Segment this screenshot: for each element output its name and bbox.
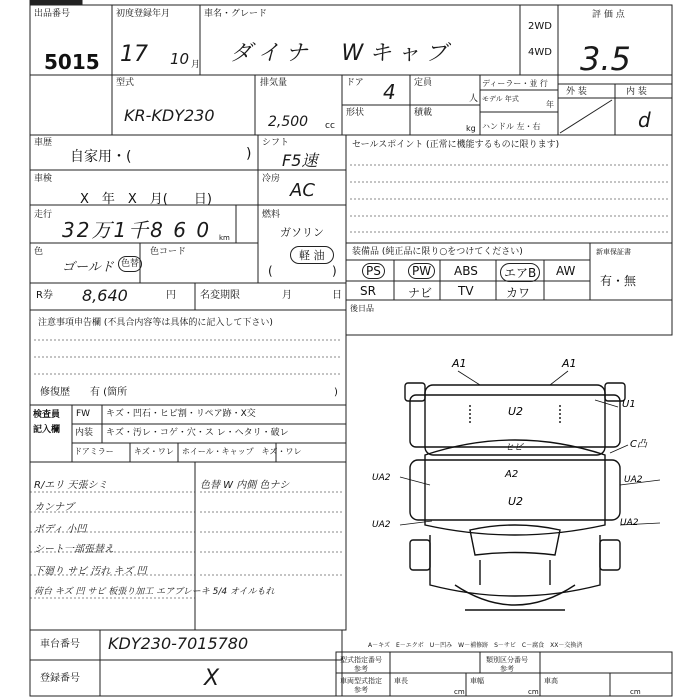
model-year-label: モデル 年式	[482, 95, 519, 103]
model-code-ref: 参考	[354, 686, 368, 694]
new-guarantee-label: 新車保証書	[596, 248, 631, 256]
handle-label: ハンドル 左・右	[482, 122, 541, 131]
sales-point-label: セールスポイント (正常に機能するものに限ります)	[352, 140, 560, 150]
ac-label: 冷房	[262, 174, 281, 184]
fuel-label: 燃料	[262, 210, 281, 220]
fuel-paren-close: )	[332, 264, 337, 278]
inspector-interior-text: キズ・汚レ・コゲ・穴・ス レ・ヘタリ・破レ	[106, 428, 289, 438]
name-grade-label: 車名・グレード	[204, 9, 268, 19]
note-line-3: ボディ 小凹	[34, 524, 87, 535]
mark-ua2-right-top: UA2	[624, 475, 643, 485]
repair-value: 有 (箇所	[90, 387, 128, 398]
inspector-interior-key: 内装	[75, 428, 94, 438]
note-line-6: 荷台 キズ 凹 サビ 板張り加工 エアブレーキ 5/4 オイルもれ	[34, 587, 275, 597]
equip-navi: ナビ	[408, 286, 433, 300]
mark-u2-bed: U2	[508, 405, 524, 418]
note-line-2: カンナブ	[34, 502, 74, 513]
fuel-kei: 軽	[299, 249, 310, 262]
name-change-month: 月	[282, 290, 292, 301]
mark-ua2-left-top: UA2	[372, 473, 391, 483]
history-close: )	[246, 146, 252, 162]
note-line-4: シート一部張替え	[34, 544, 114, 555]
mark-a2: A2	[505, 469, 519, 480]
cc-unit: cc	[325, 121, 335, 131]
door-label: ドア	[346, 78, 364, 88]
mark-a1-right: A1	[562, 357, 577, 370]
door-value: 4	[383, 80, 396, 104]
class-number-label: 類別区分番号	[486, 656, 528, 664]
inspector-field-label: 記入欄	[33, 425, 61, 435]
length-unit: cm	[454, 688, 465, 696]
repair-close: )	[334, 387, 338, 398]
equip-airbag: エアB	[500, 263, 540, 282]
inspector-fw-text: キズ・凹石・ヒビ割・リペア跡・X交	[106, 409, 256, 419]
capacity-label: 定員	[414, 78, 433, 88]
mark-ua2-left-bottom: UA2	[372, 520, 391, 530]
color-value: ゴールド	[62, 260, 114, 275]
name-change-day: 日	[332, 290, 342, 301]
width-unit: cm	[528, 688, 539, 696]
chassis-number: KDY230-7015780	[108, 634, 249, 653]
equip-pw: PW	[408, 263, 435, 279]
mileage-unit: km	[219, 234, 230, 242]
color-change-circled: 色替	[118, 256, 142, 272]
recycle-value: 8,640	[82, 286, 128, 305]
capacity-unit: 人	[469, 94, 479, 104]
postscript-label: 後日品	[350, 304, 374, 313]
month-suffix: 月	[191, 60, 201, 70]
repair-label: 修復歴	[40, 387, 70, 398]
name-change-label: 名変期限	[200, 290, 240, 301]
color-code-label: 色コード	[150, 247, 187, 257]
drive-4wd: 4WD	[528, 47, 552, 58]
interior-grade: d	[638, 108, 651, 132]
height-unit: cm	[630, 688, 641, 696]
dealer-label: ディーラー・並 行	[482, 79, 548, 88]
notes-label: 注意事項申告欄 (不具合内容等は具体的に記入して下さい)	[38, 318, 273, 328]
mark-c: C凸	[630, 439, 647, 450]
interior-label: 内 装	[626, 87, 647, 97]
year-suffix: 年	[546, 100, 554, 109]
first-registration-year: 17	[120, 42, 148, 67]
shift-value: F5速	[282, 151, 318, 170]
width-label: 車幅	[470, 677, 484, 685]
shift-label: シフト	[262, 138, 290, 148]
ac-value: AC	[290, 180, 315, 201]
registration-label: 登録番号	[40, 673, 80, 684]
equipment-title: 装備品 (純正品に限り○をつけてください)	[352, 247, 523, 257]
color-label: 色	[34, 247, 44, 257]
equip-ps: PS	[362, 263, 385, 279]
fuel-value: ガソリン	[280, 226, 324, 239]
inspector-fw-key: FW	[76, 409, 91, 419]
name-grade-value: ダイナ Wキャブ	[230, 41, 454, 66]
yen-unit: 円	[166, 290, 176, 301]
type-cert-ref: 参考	[354, 665, 368, 673]
registration-value: X	[204, 666, 220, 691]
mark-u2-cab: U2	[508, 495, 524, 508]
lot-number: 5015	[44, 50, 100, 74]
length-label: 車長	[394, 677, 408, 685]
equip-abs: ABS	[454, 264, 478, 278]
model-label: 型式	[116, 78, 135, 88]
grade-label: 評 価 点	[592, 10, 625, 20]
mileage-label: 走行	[34, 210, 53, 220]
model-code-label: 車両型式指定	[340, 677, 382, 685]
equip-aw: AW	[556, 264, 576, 278]
chassis-label: 車台番号	[40, 639, 80, 650]
displacement-value: 2,500	[268, 114, 309, 130]
exterior-label: 外 装	[566, 87, 587, 97]
note-color: 色替 W 内側 色ナシ	[200, 480, 290, 491]
equip-tv: TV	[458, 284, 474, 298]
mark-ua2-right-bottom: UA2	[620, 518, 639, 528]
recycle-label: R券	[36, 290, 53, 301]
height-label: 車高	[544, 677, 558, 685]
first-registration-label: 初度登録年月	[116, 9, 171, 19]
first-registration-month: 10	[170, 50, 190, 68]
inspection-value: X 年 X 月( 日)	[80, 192, 212, 207]
displacement-label: 排気量	[260, 78, 288, 88]
fuel-kei-yu	[290, 246, 334, 264]
kg-unit: kg	[466, 124, 476, 133]
new-guarantee-value: 有・無	[600, 274, 637, 288]
mileage-value: 32万1千8 6 0	[62, 218, 212, 242]
history-label: 車歴	[34, 138, 53, 148]
equip-sr: SR	[360, 284, 376, 298]
fuel-paren-open: (	[268, 264, 273, 278]
note-line-5: 下廻り サビ 汚れ キズ 凹	[34, 566, 147, 577]
model-value: KR-KDY230	[124, 106, 215, 125]
mark-a1-left: A1	[452, 357, 467, 370]
mark-u1: U1	[622, 399, 636, 410]
shape-label: 形状	[346, 108, 365, 118]
damage-legend: A－キズ E－エクボ U－凹み W－補修跡 S－サビ C－腐食 XX－交換済	[368, 642, 583, 649]
grade-value: 3.5	[580, 40, 631, 78]
equip-leather: カワ	[506, 286, 531, 300]
inspection-label: 車検	[34, 174, 53, 184]
drive-2wd: 2WD	[528, 21, 552, 32]
type-cert-label: 型式指定番号	[340, 656, 382, 664]
inspector-label: 検査員	[33, 410, 61, 420]
class-number-ref: 参考	[500, 665, 514, 673]
vehicle-damage-diagram	[370, 345, 680, 635]
fuel-yu: 油	[313, 249, 325, 262]
inspector-mirror-text: キズ・ワレ ホイール・キャップ キズ・ワレ	[134, 447, 302, 456]
inspector-mirror-key: ドアミラー	[74, 447, 114, 456]
load-label: 積載	[414, 108, 433, 118]
mark-hibi: ヒビ	[505, 443, 524, 453]
history-value: 自家用・(	[70, 149, 132, 165]
note-line-1: R/エリ 天張シミ	[34, 480, 108, 491]
lot-number-label: 出品番号	[34, 9, 71, 19]
